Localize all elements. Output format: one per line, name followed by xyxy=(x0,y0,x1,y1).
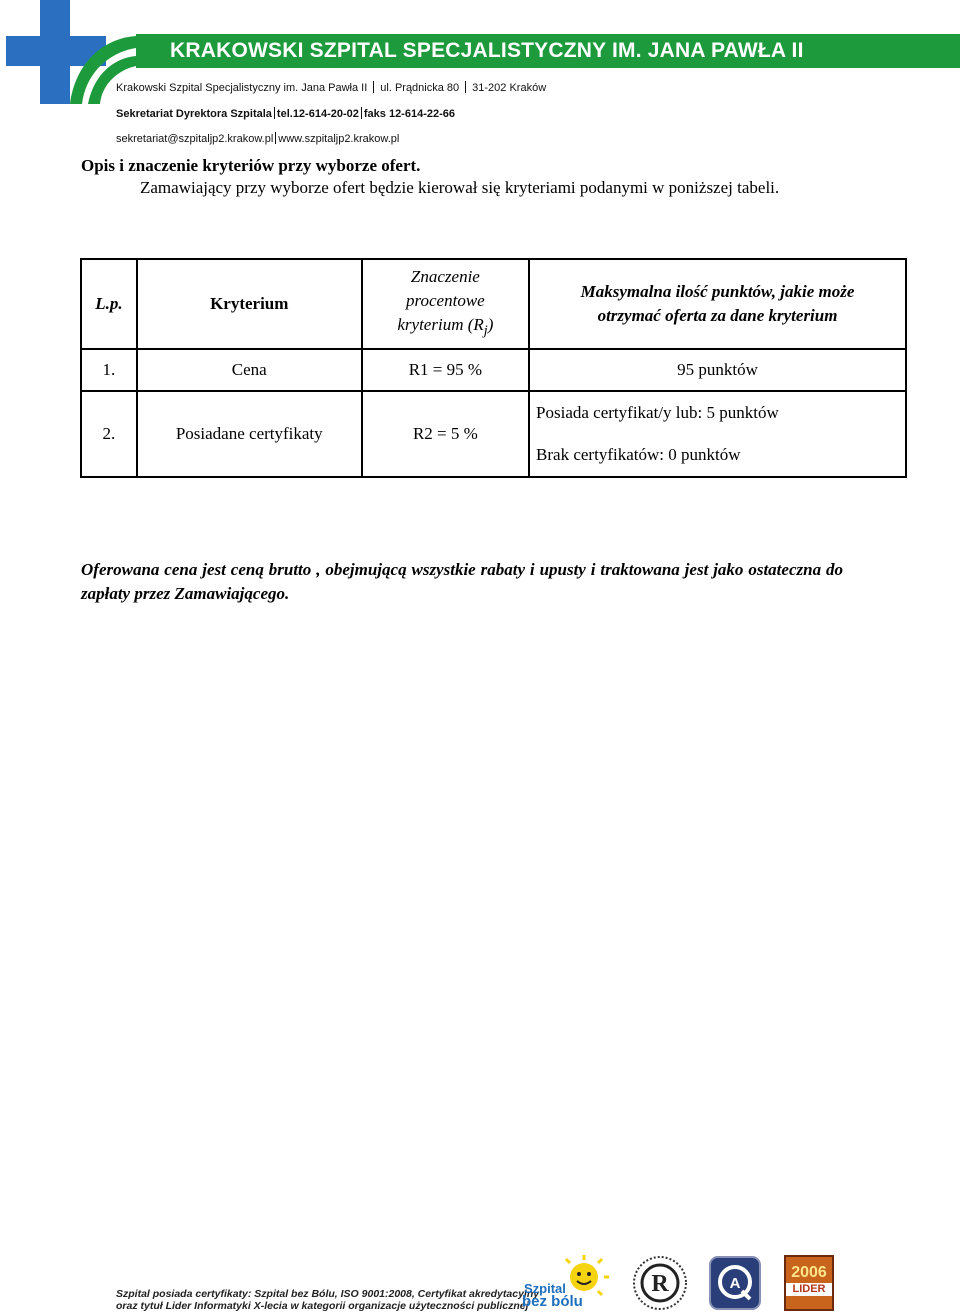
address-part: ul. Prądnicka 80 xyxy=(380,82,460,94)
row-criterion: Cena xyxy=(137,349,362,391)
header-lp: L.p. xyxy=(81,259,137,349)
address-part: 31-202 Kraków xyxy=(472,82,547,94)
row-weight: R2 = 5 % xyxy=(362,391,529,477)
address-line xyxy=(116,81,546,94)
row-lp: 2. xyxy=(81,391,137,477)
contact-part: Sekretariat Dyrektora Szpitala xyxy=(116,108,272,120)
row-points: 95 punktów xyxy=(529,349,906,391)
table-row xyxy=(81,349,906,391)
price-note: Oferowana cena jest ceną brutto , obejmującą wszystkie rabaty i upusty i traktowana jest jako ostateczna do zapłaty przez Zamawiającego. xyxy=(81,560,843,603)
row-lp: 1. xyxy=(81,349,137,391)
hospital-name-banner: KRAKOWSKI SZPITAL SPECJALISTYCZNY IM. JANA PAWŁA II xyxy=(136,34,960,68)
table-row xyxy=(81,391,906,477)
address-part: Krakowski Szpital Specjalistyczny im. Jana Pawła II xyxy=(116,82,368,94)
section-heading: Opis i znaczenie kryteriów przy wyborze ofert. xyxy=(81,156,421,175)
row-weight: R1 = 95 % xyxy=(362,349,529,391)
header-criterion: Kryterium xyxy=(137,259,362,349)
pain-free-hospital-badge-icon: Szpital bez bólu xyxy=(520,1255,612,1311)
svg-text:A: A xyxy=(729,1275,741,1292)
certificates-footer: Szpital posiada certyfikaty: Szpital bez Bólu, ISO 9001:2008, Certyfikat akredytacyjny oraz tytuł Lider Informatyki X-lecia w kategorii organizacje użyteczności publicznej xyxy=(116,1288,540,1312)
accreditation-certificate-icon xyxy=(708,1255,762,1311)
contact-line xyxy=(116,107,455,120)
iso-certificate-icon xyxy=(632,1255,688,1311)
it-leader-award-icon: 2006 LIDER xyxy=(784,1255,834,1311)
header-weight: Znaczenie procentowe kryterium $(R_j)$ xyxy=(362,259,529,349)
criteria-table xyxy=(80,258,907,478)
contact-part: faks 12-614-22-66 xyxy=(363,108,455,120)
contact-part: tel.12-614-20-02 xyxy=(276,108,359,120)
email-link[interactable]: sekretariat@szpitaljp2.krakow.pl xyxy=(116,133,274,145)
header-max-points: Maksymalna ilość punktów, jakie może otrzymać oferta za dane kryterium xyxy=(529,259,906,349)
svg-text:R: R xyxy=(651,1271,669,1297)
website-link[interactable]: www.szpitaljp2.krakow.pl xyxy=(278,133,400,145)
intro-paragraph: Zamawiający przy wyborze ofert będzie kierował się kryteriami podanymi w poniższej tabeli. xyxy=(140,178,780,197)
row-points: Posiada certyfikat/y lub: 5 punktów Brak certyfikatów: 0 punktów xyxy=(529,391,906,477)
web-line xyxy=(116,132,399,145)
row-criterion: Posiadane certyfikaty xyxy=(137,391,362,477)
table-header-row xyxy=(81,259,906,349)
